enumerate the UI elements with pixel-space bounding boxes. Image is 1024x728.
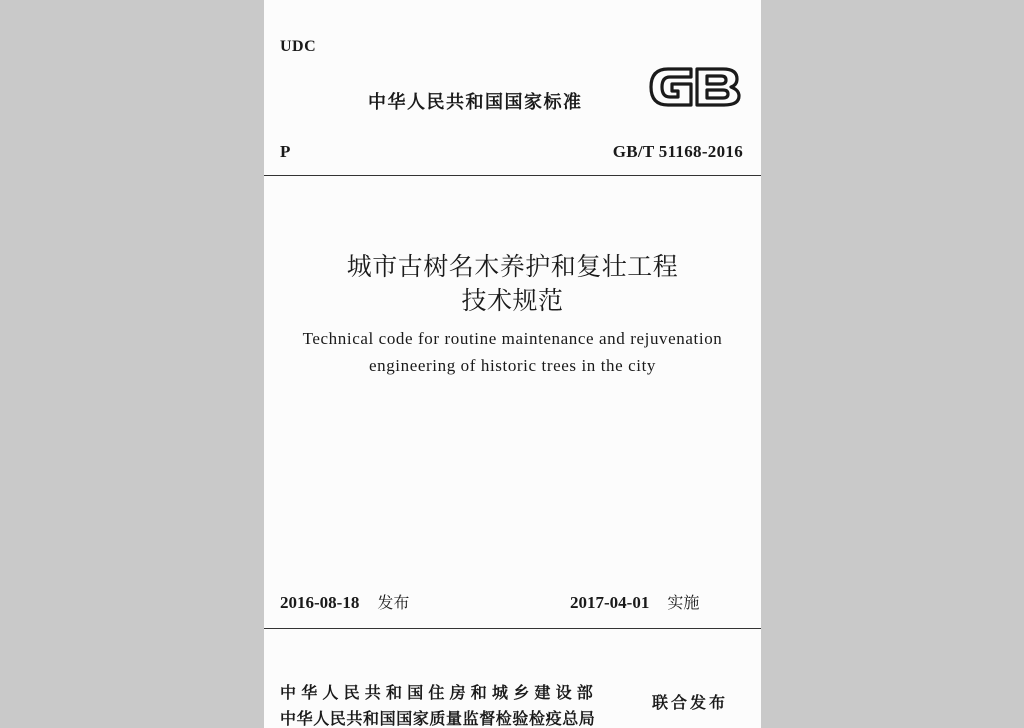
chinese-title-line-2: 技术规范 <box>461 286 564 315</box>
issue-date: 2016-08-18 <box>280 593 360 612</box>
issue-label: 发布 <box>377 593 410 612</box>
national-standard-heading: 中华人民共和国国家标准 <box>368 92 583 113</box>
standard-number: GB/T 51168-2016 <box>612 142 743 161</box>
joint-issue-label: 联合发布 <box>652 693 729 712</box>
issuer-quality-inspection: 中华人民共和国国家质量监督检验检疫总局 <box>280 709 596 728</box>
english-title-line-1: Technical code for routine maintenance and rejuvenation <box>302 329 723 348</box>
gb-logo <box>647 60 743 114</box>
implement-date-row <box>570 590 699 613</box>
udc-label: UDC <box>280 38 317 55</box>
chinese-title-line-1: 城市古树名木养护和复壮工程 <box>346 252 679 281</box>
implement-date: 2017-04-01 <box>570 593 650 612</box>
implement-label: 实施 <box>667 593 700 612</box>
english-title-line-2: engineering of historic trees in the city <box>368 356 657 375</box>
issue-date-row <box>280 590 409 613</box>
footer-divider <box>264 628 761 629</box>
standard-cover-page <box>264 0 761 728</box>
issuer-ministry-housing: 中华人民共和国住房和城乡建设部 <box>280 683 599 702</box>
category-code: P <box>280 142 291 161</box>
header-divider <box>264 175 761 176</box>
